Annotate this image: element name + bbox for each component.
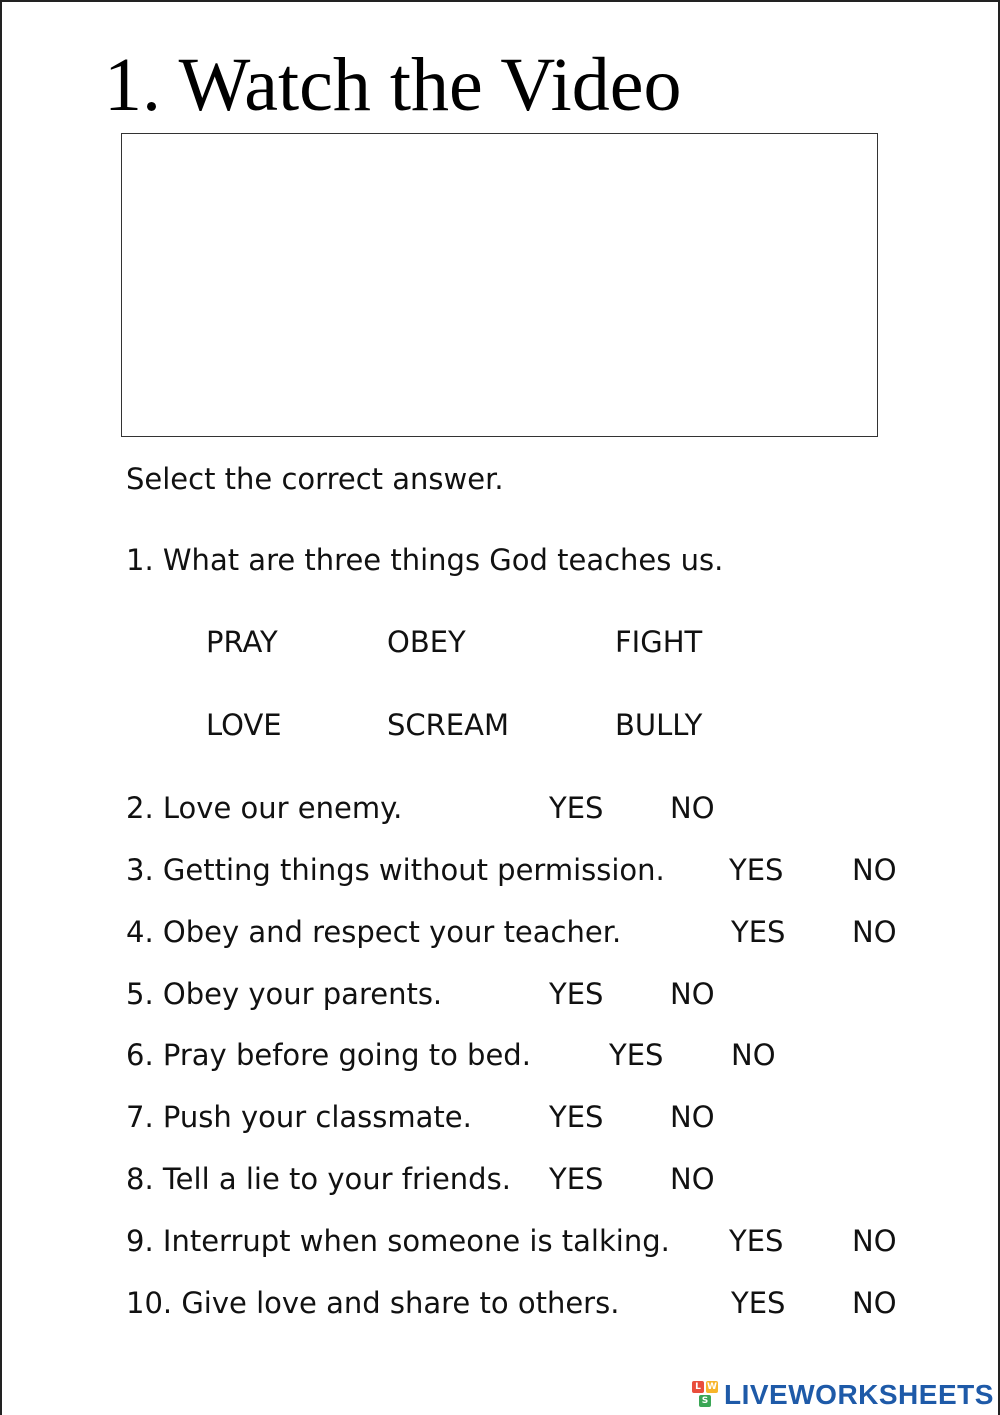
page-border-top — [0, 0, 1000, 2]
question-3-no[interactable]: NO — [852, 853, 897, 887]
liveworksheets-logo-icon — [692, 1381, 720, 1409]
page-border-left — [0, 0, 2, 1415]
question-6-text: 6. Pray before going to bed. — [126, 1038, 531, 1072]
logo-letter-l: L — [692, 1381, 704, 1393]
question-3-text: 3. Getting things without permission. — [126, 853, 665, 887]
question-5-yes[interactable]: YES — [549, 977, 604, 1011]
question-2-no[interactable]: NO — [670, 791, 715, 825]
question-2-text: 2. Love our enemy. — [126, 791, 403, 825]
instruction-text: Select the correct answer. — [126, 462, 504, 496]
option-love[interactable]: LOVE — [206, 708, 282, 742]
brand-name: LIVEWORKSHEETS — [724, 1379, 994, 1410]
question-10-yes[interactable]: YES — [731, 1286, 786, 1320]
question-6-no[interactable]: NO — [731, 1038, 776, 1072]
question-5-text: 5. Obey your parents. — [126, 977, 443, 1011]
page-title: 1. Watch the Video — [104, 43, 682, 127]
video-embed-box[interactable] — [121, 133, 878, 437]
question-10-no[interactable]: NO — [852, 1286, 897, 1320]
liveworksheets-brand — [692, 1378, 994, 1412]
logo-letter-w: W — [707, 1382, 717, 1392]
question-9-yes[interactable]: YES — [729, 1224, 784, 1258]
question-9-no[interactable]: NO — [852, 1224, 897, 1258]
option-scream[interactable]: SCREAM — [387, 708, 509, 742]
question-4-yes[interactable]: YES — [731, 915, 786, 949]
question-3-yes[interactable]: YES — [729, 853, 784, 887]
question-7-text: 7. Push your classmate. — [126, 1100, 472, 1134]
option-obey[interactable]: OBEY — [387, 625, 466, 659]
question-9-text: 9. Interrupt when someone is talking. — [126, 1224, 670, 1258]
option-fight[interactable]: FIGHT — [615, 625, 703, 659]
question-8-text: 8. Tell a lie to your friends. — [126, 1162, 511, 1196]
question-8-no[interactable]: NO — [670, 1162, 715, 1196]
question-1-text: 1. What are three things God teaches us. — [126, 543, 724, 577]
question-4-text: 4. Obey and respect your teacher. — [126, 915, 622, 949]
question-6-yes[interactable]: YES — [609, 1038, 664, 1072]
question-5-no[interactable]: NO — [670, 977, 715, 1011]
question-7-yes[interactable]: YES — [549, 1100, 604, 1134]
option-bully[interactable]: BULLY — [615, 708, 703, 742]
question-8-yes[interactable]: YES — [549, 1162, 604, 1196]
option-pray[interactable]: PRAY — [206, 625, 278, 659]
question-7-no[interactable]: NO — [670, 1100, 715, 1134]
question-2-yes[interactable]: YES — [549, 791, 604, 825]
question-10-text: 10. Give love and share to others. — [126, 1286, 620, 1320]
logo-letter-s: S — [699, 1395, 711, 1407]
question-4-no[interactable]: NO — [852, 915, 897, 949]
